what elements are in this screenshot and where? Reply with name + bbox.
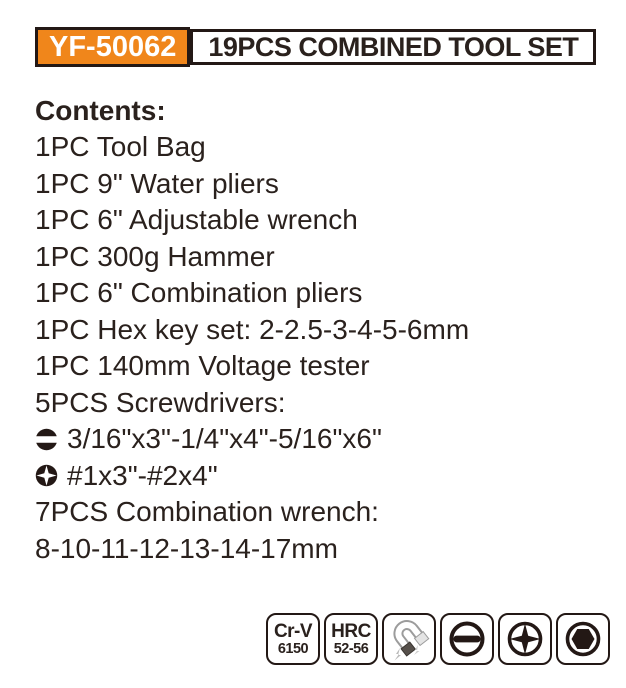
list-item: [35, 166, 469, 203]
slotted-screwdriver-icon: [35, 428, 58, 451]
contents-list: [35, 92, 469, 567]
contents-heading: Contents:: [35, 94, 166, 126]
list-item-text: 1PC 140mm Voltage tester: [35, 350, 370, 382]
list-item-text: 1PC 6" Adjustable wrench: [35, 204, 358, 236]
list-item: [35, 458, 469, 495]
list-item-text: 1PC 9" Water pliers: [35, 167, 279, 199]
list-item-text: 1PC 6" Combination pliers: [35, 277, 363, 309]
list-item: [35, 129, 469, 166]
list-item: [35, 202, 469, 239]
model-number-badge: YF-50062: [35, 27, 190, 67]
phillips-screwdriver-icon: [35, 464, 58, 487]
page-title: 19PCS COMBINED TOOL SET: [190, 29, 596, 65]
header: [35, 27, 596, 67]
list-item: [35, 421, 469, 458]
list-item: [35, 531, 469, 568]
list-item-text: 1PC Hex key set: 2-2.5-3-4-5-6mm: [35, 313, 470, 345]
feature-badges: [266, 613, 610, 665]
list-item-text: 3/16"x3"-1/4"x4"-5/16"x6": [67, 423, 382, 455]
list-item-text: 1PC Tool Bag: [35, 131, 206, 163]
list-item: [35, 239, 469, 276]
list-item: [35, 312, 469, 349]
list-item: [35, 494, 469, 531]
list-item-text: 1PC 300g Hammer: [35, 240, 275, 272]
badge-line1: HRC: [331, 620, 371, 642]
slotted-tip-icon: [440, 613, 494, 665]
hardness-badge: [324, 613, 378, 665]
list-item: [35, 275, 469, 312]
crv-steel-badge: [266, 613, 320, 665]
list-item-text: 5PCS Screwdrivers:: [35, 386, 286, 418]
badge-line2: 52-56: [333, 640, 369, 657]
list-item: [35, 385, 469, 422]
phillips-tip-icon: [498, 613, 552, 665]
magnet-icon: [382, 613, 436, 665]
badge-line1: Cr-V: [273, 620, 313, 642]
list-item-text: #1x3"-#2x4": [67, 459, 218, 491]
list-item-text: 7PCS Combination wrench:: [35, 496, 379, 528]
hex-tip-icon: [556, 613, 610, 665]
list-item: [35, 348, 469, 385]
badge-line2: 6150: [277, 640, 309, 657]
list-item-text: 8-10-11-12-13-14-17mm: [35, 532, 338, 564]
